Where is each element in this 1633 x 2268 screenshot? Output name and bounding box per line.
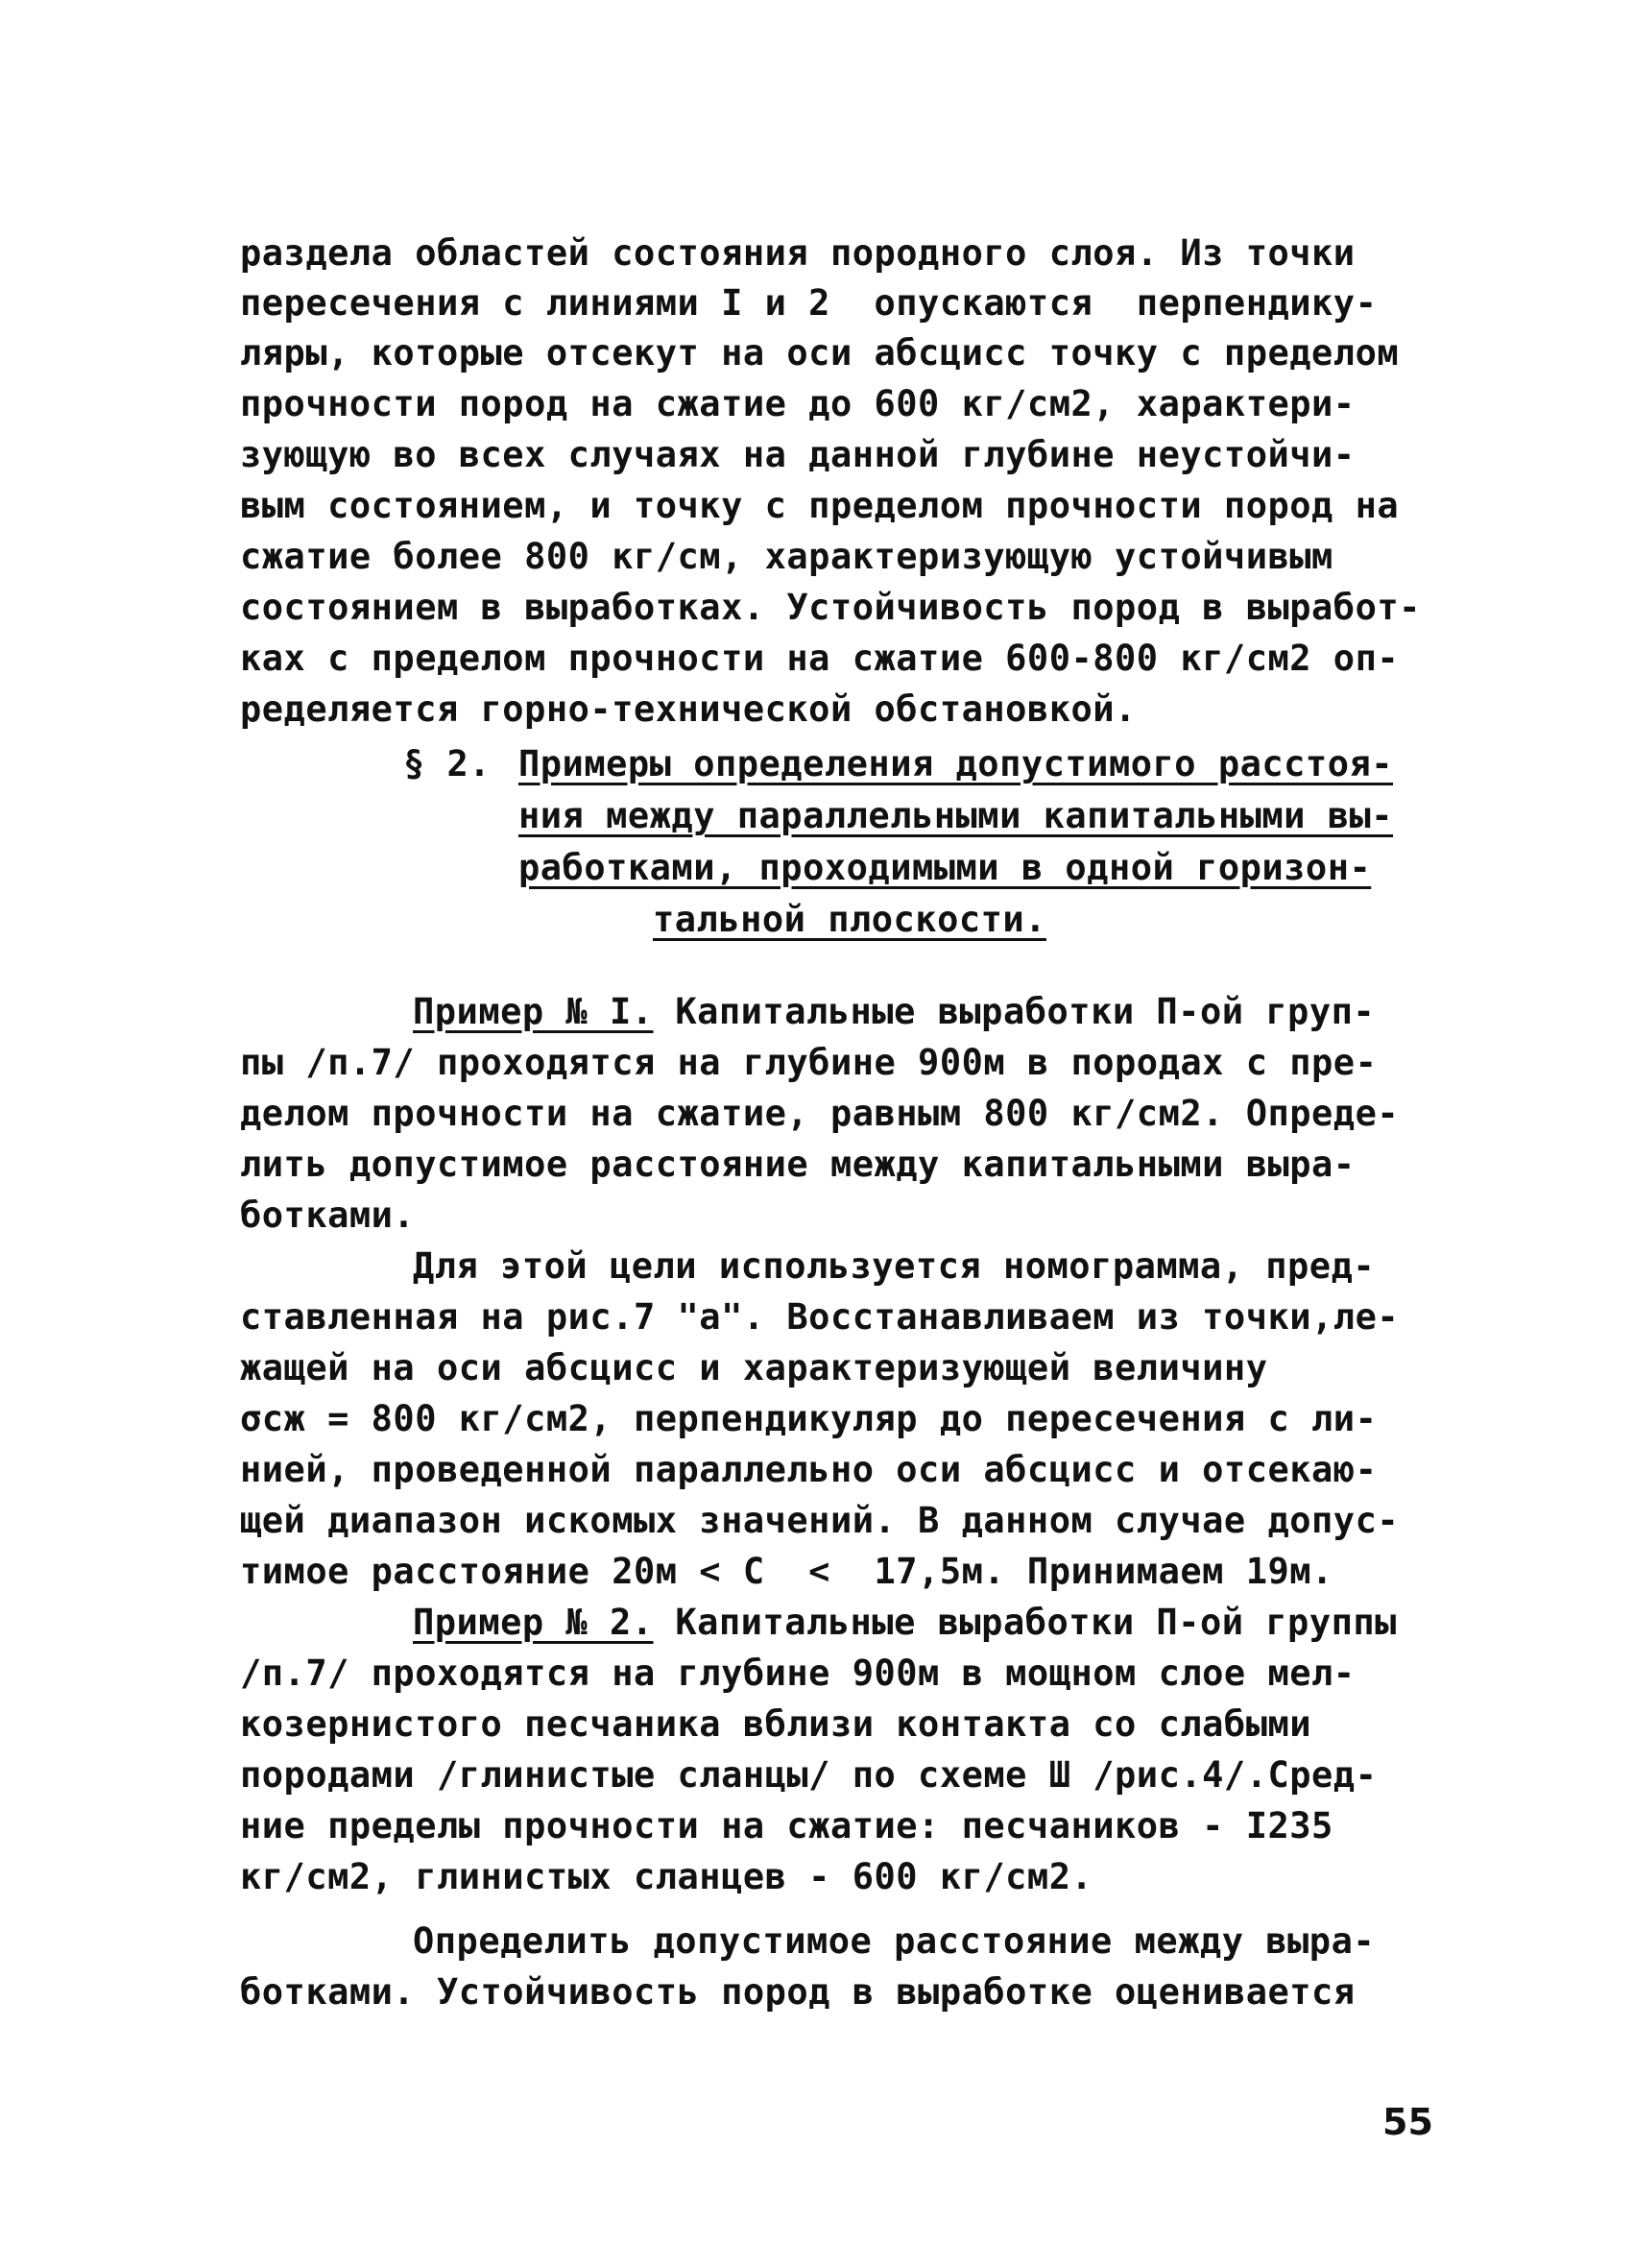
text-line: ляры, которые отсекут на оси абсцисс точку с пределом <box>240 332 1400 374</box>
text-line: σсж = 800 кг/см2, перпендикуляр до пересечения с ли- <box>240 1398 1378 1439</box>
text-line: тимое расстояние 20м < С < 17,5м. Принимаем 19м. <box>240 1551 1333 1592</box>
text-line: пы /п.7/ проходятся на глубине 900м в породах с пре- <box>240 1042 1378 1083</box>
section-title-line: тальной плоскости. <box>653 899 1046 940</box>
example-2-label: Пример № 2. <box>413 1602 654 1643</box>
text-line: нией, проведенной параллельно оси абсцисс и отсекаю- <box>240 1449 1378 1490</box>
text-line: сжатие более 800 кг/см, характеризующую устойчивым <box>240 536 1333 577</box>
example-2-text: Капитальные выработки П-ой группы <box>653 1602 1397 1643</box>
text-line: вым состоянием, и точку с пределом прочности пород на <box>240 485 1400 526</box>
section-title-line: Примеры определения допустимого расстоя- <box>518 743 1394 784</box>
text-line: раздела областей состояния породного слоя. Из точки <box>240 232 1356 274</box>
example-1-line <box>413 987 1375 1037</box>
text-line: кг/см2, глинистых сланцев - 600 кг/см2. <box>240 1856 1093 1897</box>
section-number: § 2. <box>403 743 492 784</box>
text-line: ние пределы прочности на сжатие: песчаников - I235 <box>240 1805 1333 1846</box>
section-title-line: работками, проходимыми в одной горизон- <box>518 847 1372 888</box>
text-line: ках с пределом прочности на сжатие 600-800 кг/см2 оп- <box>240 638 1400 679</box>
text-line: пересечения с линиями I и 2 опускаются перпендику- <box>240 282 1378 324</box>
text-line: состоянием в выработках. Устойчивость пород в выработ- <box>240 587 1421 628</box>
text-line: прочности пород на сжатие до 600 кг/см2, характери- <box>240 383 1356 424</box>
section-title-line: ния между параллельными капитальными вы- <box>518 795 1394 836</box>
text-line: жащей на оси абсцисс и характеризующей величину <box>240 1347 1268 1388</box>
text-line: козернистого песчаника вблизи контакта со слабыми <box>240 1703 1312 1745</box>
text-line: делом прочности на сжатие, равным 800 кг/см2. Опреде- <box>240 1093 1400 1134</box>
text-line: ределяется горно-технической обстановкой. <box>240 688 1137 730</box>
example-1-label: Пример № I. <box>413 991 654 1032</box>
text-line: зующую во всех случаях на данной глубине неустойчи- <box>240 434 1356 475</box>
text-line: ботками. <box>240 1194 416 1236</box>
text-line: ботками. Устойчивость пород в выработке оценивается <box>240 1971 1356 2013</box>
text-line: Определить допустимое расстояние между выра- <box>413 1920 1376 1962</box>
page-number: 55 <box>1382 2101 1433 2143</box>
text-line: /п.7/ проходятся на глубине 900м в мощном слое мел- <box>240 1653 1356 1694</box>
text-line: щей диапазон искомых значений. В данном случае допус- <box>240 1500 1400 1541</box>
text-line: Для этой цели используется номограмма, пред- <box>413 1245 1376 1287</box>
text-line: ставленная на рис.7 "а". Восстанавливаем из точки,ле- <box>240 1296 1400 1338</box>
text-line: породами /глинистые сланцы/ по схеме Ш /рис.4/.Сред- <box>240 1754 1378 1796</box>
example-2-line <box>413 1598 1397 1648</box>
example-1-text: Капитальные выработки П-ой груп- <box>653 991 1376 1032</box>
text-line: лить допустимое расстояние между капитальными выра- <box>240 1144 1356 1185</box>
